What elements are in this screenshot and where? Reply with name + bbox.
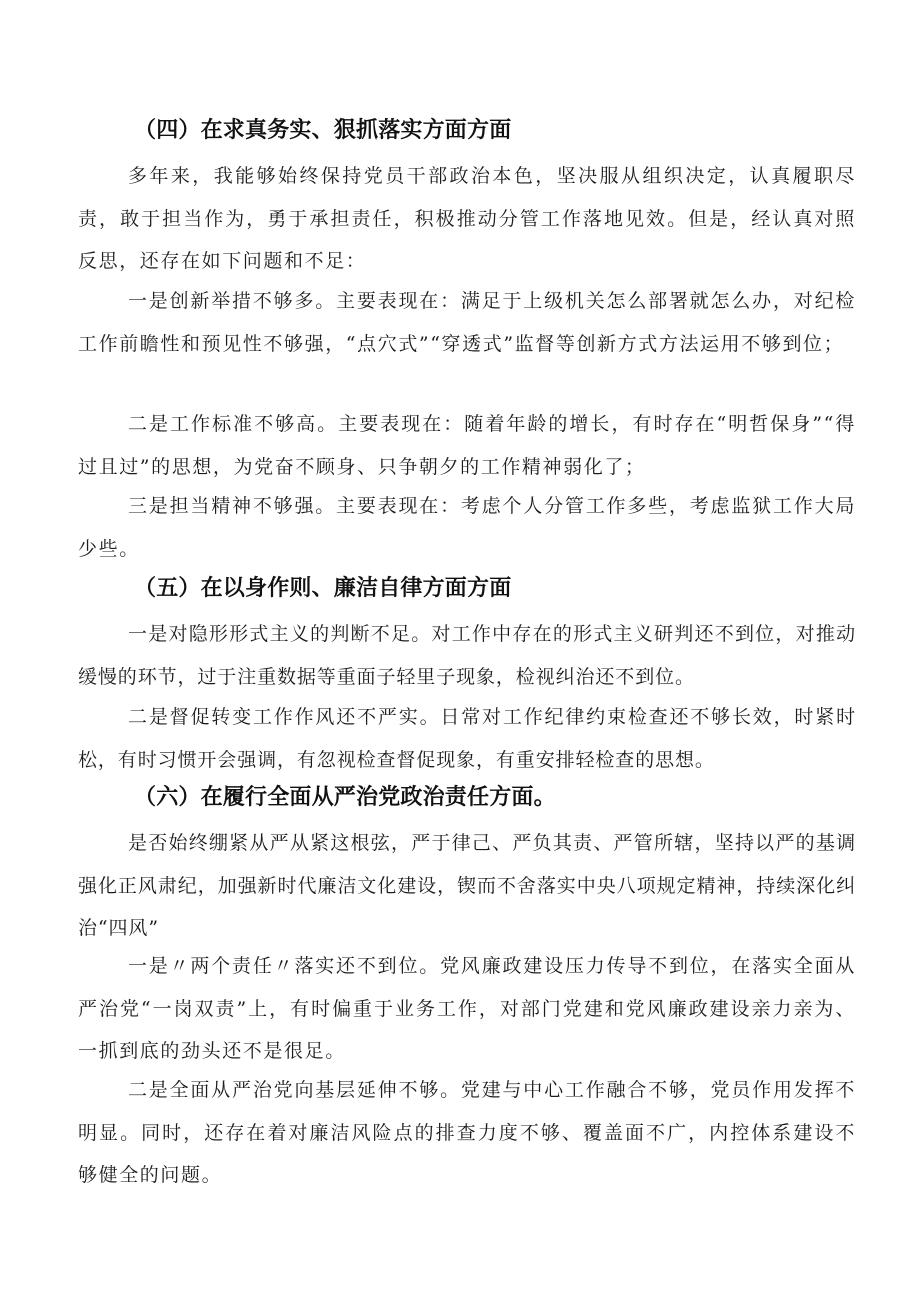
section-4-problem-2-paragraph: 二是工作标准不够高。主要表现在：随着年龄的增长，有时存在“明哲保身”“得过且过”的思想，为党奋不顾身、只争朝夕的工作精神弱化了； — [78, 413, 856, 478]
section-4-intro-paragraph: 多年来，我能够始终保持党员干部政治本色，坚决服从组织决定，认真履职尽责，敢于担当作为，勇于承担责任，积极推动分管工作落地见效。但是，经认真对照反思，还存在如下问题和不足： — [78, 165, 856, 272]
section-4-problem-3-paragraph: 三是担当精神不够强。主要表现在：考虑个人分管工作多些，考虑监狱工作大局少些。 — [78, 495, 856, 560]
section-6-intro-paragraph: 是否始终绷紧从严从紧这根弦，严于律己、严负其责、严管所辖，坚持以严的基调强化正风肃纪，加强新时代廉洁文化建设，锲而不舍落实中央八项规定精神，持续深化纠治“四风” — [78, 832, 856, 939]
section-6-problem-2-paragraph: 二是全面从严治党向基层延伸不够。党建与中心工作融合不够，党员作用发挥不明显。同时，还存在着对廉洁风险点的排查力度不够、覆盖面不广，内控体系建设不够健全的问题。 — [78, 1079, 856, 1186]
section-5-problem-1-paragraph: 一是对隐形形式主义的判断不足。对工作中存在的形式主义研判还不到位，对推动缓慢的环节，过于注重数据等重面子轻里子现象，检视纠治还不到位。 — [78, 623, 856, 688]
section-4-problem-1-paragraph: 一是创新举措不够多。主要表现在：满足于上级机关怎么部署就怎么办，对纪检工作前瞻性和预见性不够强，“点穴式”“穿透式”监督等创新方式方法运用不够到位； — [78, 290, 856, 355]
section-heading-5: （五）在以身作则、廉洁自律方面方面 — [134, 576, 512, 601]
section-6-problem-1-paragraph: 一是〃两个责任〃落实还不到位。党风廉政建设压力传导不到位，在落实全面从严治党“一岗双责”上，有时偏重于业务工作，对部门党建和党风廉政建设亲力亲为、一抓到底的劲头还不是很足。 — [78, 955, 856, 1062]
section-heading-4: （四）在求真务实、狠抓落实方面方面 — [134, 118, 512, 143]
section-5-problem-2-paragraph: 二是督促转变工作作风还不严实。日常对工作纪律约束检查还不够长效，时紧时松，有时习惯开会强调，有忽视检查督促现象，有重安排轻检查的思想。 — [78, 706, 856, 771]
section-heading-6: （六）在履行全面从严治党政治责任方面。 — [134, 785, 556, 810]
